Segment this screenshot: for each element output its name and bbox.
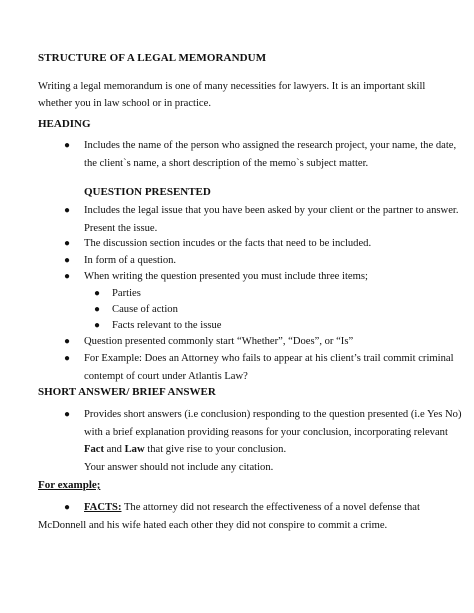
sub-item-cause-of-action: Cause of action xyxy=(112,304,178,315)
sub-bullet-icon: ● xyxy=(94,320,101,331)
bullet-icon: ● xyxy=(64,502,71,513)
facts-text: The attorney did not research the effectiveness of a novel defense that xyxy=(121,502,420,513)
intro-line-2: whether you in law school or in practice. xyxy=(38,98,211,109)
short-answer-section-label: SHORT ANSWER/ BRIEF ANSWER xyxy=(38,386,216,398)
question-bullet-6-line-1: For Example: Does an Attorney who fails to appear at his client’s trail commit criminal xyxy=(84,353,454,364)
for-example-label: For example; xyxy=(38,479,101,491)
question-bullet-5: Question presented commonly start “Whether”, “Does”, or “Is” xyxy=(84,336,354,347)
bullet-icon: ● xyxy=(64,353,71,364)
question-section-label: QUESTION PRESENTED xyxy=(84,186,211,198)
question-bullet-1-line-2: Present the issue. xyxy=(84,222,158,234)
sub-bullet-icon: ● xyxy=(94,288,101,299)
document-title: STRUCTURE OF A LEGAL MEMORANDUM xyxy=(38,52,267,64)
question-bullet-6 xyxy=(84,350,462,385)
sub-item-parties: Parties xyxy=(112,288,141,299)
facts-label: FACTS: xyxy=(84,502,122,513)
heading-bullet-line-1: Includes the name of the person who assigned the research project, your name, the date, xyxy=(84,140,457,151)
intro-line-1: Writing a legal memorandum is one of many necessities for lawyers. It is an important skill xyxy=(38,81,426,92)
law-emphasis: Law xyxy=(124,444,145,455)
bullet-icon: ● xyxy=(64,255,71,266)
heading-section-label: HEADING xyxy=(38,118,91,130)
short-answer-bullet-text xyxy=(84,406,462,476)
question-bullet-1-line-1: Includes the legal issue that you have been asked by your client or the partner to answer. xyxy=(84,205,459,216)
bullet-icon: ● xyxy=(64,205,71,216)
fact-emphasis: Fact xyxy=(84,444,104,455)
and-text: and xyxy=(104,444,125,455)
bullet-icon: ● xyxy=(64,409,71,420)
intro-paragraph xyxy=(38,78,458,112)
short-answer-line-3 xyxy=(84,441,462,459)
sub-bullet-icon: ● xyxy=(94,304,101,315)
facts-line-2: McDonnell and his wife hated each other they did not conspire to commit a crime. xyxy=(38,519,388,531)
short-answer-line-1: Provides short answers (i.e conclusion) responding to the question presented (i.e Yes No) xyxy=(84,409,462,420)
sub-item-facts-relevant: Facts relevant to the issue xyxy=(112,320,222,331)
short-answer-line-4: Your answer should not include any citation. xyxy=(84,461,274,473)
short-answer-line-2: with a brief explanation providing reasons for your conclusion, incorporating relevant xyxy=(84,426,448,438)
heading-bullet-text xyxy=(84,137,462,172)
bullet-icon: ● xyxy=(64,336,71,347)
bullet-icon: ● xyxy=(64,238,71,249)
question-bullet-6-line-2: contempt of court under Atlantis Law? xyxy=(84,370,248,382)
question-bullet-4: When writing the question presented you must include three items; xyxy=(84,271,368,282)
question-bullet-2: The discussion section incudes or the facts that need to be included. xyxy=(84,238,372,249)
conclusion-text: that give rise to your conclusion. xyxy=(144,444,287,455)
question-bullet-1 xyxy=(84,202,462,237)
bullet-icon: ● xyxy=(64,271,71,282)
question-bullet-3: In form of a question. xyxy=(84,255,177,266)
bullet-icon: ● xyxy=(64,140,71,151)
heading-bullet-line-2: the client`s name, a short description of the memo`s subject matter. xyxy=(84,157,369,169)
facts-bullet-text xyxy=(38,499,462,534)
facts-line-1 xyxy=(84,499,462,517)
